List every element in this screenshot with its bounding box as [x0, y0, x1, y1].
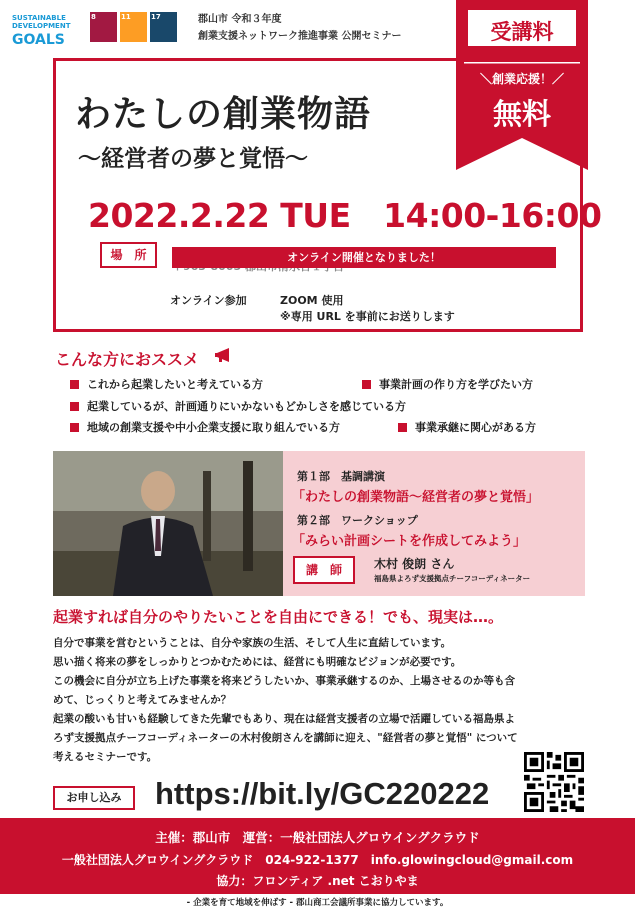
- body-line: ろず支援拠点チーフコーディネーターの木村俊朗さんを講師に迎え、"経営者の夢と覚悟" について: [53, 732, 518, 744]
- online-label: オンライン参加: [170, 294, 247, 307]
- fee-sub: ＼創業応援！／: [479, 72, 564, 86]
- bullet-icon: [362, 380, 371, 389]
- catch-copy: 起業すれば自分のやりたいことを自由にできる！でも、現実は…。: [53, 608, 504, 626]
- sdg-goals: GOALS: [12, 32, 65, 48]
- online-note: ※専用 URL を事前にお送りします: [280, 310, 455, 323]
- bullet-icon: [70, 380, 79, 389]
- recommend-item: 起業しているが、計画通りにいかないもどかしさを感じている方: [70, 398, 406, 414]
- recommend-item: 事業計画の作り方を学びたい方: [362, 376, 533, 392]
- recommend-title: こんな方におススメ: [55, 350, 200, 369]
- recommend-item: 事業承継に関心がある方: [398, 419, 536, 435]
- page-title: わたしの創業物語: [75, 94, 372, 135]
- body-line: この機会に自分が立ち上げた事業を将来どうしたいか、事業承継するのか、上場させるのか等も含: [53, 675, 515, 687]
- body-line: 起業の酸いも甘いも経験してきた先輩でもあり、現在は経営支援者の立場で活躍している福島県よ: [53, 713, 515, 725]
- header-organizer: 郡山市 令和３年度: [198, 14, 282, 25]
- part2-title: 「みらい計画シートを作成してみよう」: [292, 534, 527, 549]
- footer-cooperation: 協力：フロンティア .net こおりやま: [216, 874, 419, 888]
- venue-label: 場 所: [100, 242, 157, 268]
- fee-label: 受講料: [490, 20, 554, 44]
- footer-contact: 一般社団法人グロウイングクラウド 024-922-1377 info.glowingcloud@gmail.com: [61, 853, 574, 867]
- footer: [0, 818, 635, 894]
- sdg-label: SUSTAINABLE DEVELOPMENT: [12, 14, 71, 30]
- page-subtitle: ～経営者の夢と覚悟～: [78, 146, 308, 172]
- recommend-item: これから起業したいと考えている方: [70, 376, 263, 392]
- lecturer-photo: [53, 451, 283, 596]
- sdg-tile-8: 8: [90, 12, 117, 42]
- sdg-tile-17: 17: [150, 12, 177, 42]
- body-line: めて、じっくりと考えてみませんか？: [53, 694, 232, 706]
- bullet-icon: [70, 402, 79, 411]
- lecturer-name: 木村 俊朗 さん: [374, 557, 455, 571]
- bullet-icon: [70, 423, 79, 432]
- online-banner: オンライン開催となりました！: [172, 247, 556, 268]
- sdg-tile-11: 11: [120, 12, 147, 42]
- footer-organizer: 主催：郡山市 運営：一般社団法人グロウイングクラウド: [155, 830, 480, 845]
- lecturer-title: 福島県よろず支援拠点チーフコーディネーター: [374, 574, 531, 583]
- part1-label: 第１部 基調講演: [297, 470, 385, 483]
- header-program: 創業支援ネットワーク推進事業 公開セミナー: [198, 31, 402, 42]
- bullet-icon: [398, 423, 407, 432]
- body-line: 考えるセミナーです。: [53, 751, 158, 763]
- bottom-note: - 企業を育て地域を伸ばす - 郡山商工会議所事業に協力しています。: [186, 898, 449, 908]
- body-line: 思い描く将来の夢をしっかりとつかむためには、経営にも明確なビジョンが必要です。: [53, 656, 462, 668]
- body-line: 自分で事業を営むということは、自分や家族の生活、そして人生に直結しています。: [53, 637, 452, 649]
- apply-url[interactable]: https://bit.ly/GC220222: [155, 776, 490, 811]
- fee-ribbon: [456, 0, 588, 170]
- apply-label: お申し込み: [53, 786, 135, 810]
- part2-label: 第２部 ワークショップ: [297, 514, 418, 527]
- megaphone-icon: [215, 347, 235, 363]
- recommend-item: 地域の創業支援や中小企業支援に取り組んでいる方: [70, 419, 340, 435]
- online-tool: ZOOM 使用: [280, 294, 344, 307]
- lecturer-label: 講 師: [293, 556, 355, 584]
- part1-title: 「わたしの創業物語～経営者の夢と覚悟」: [292, 490, 540, 505]
- sdg-logo: [12, 10, 187, 50]
- fee-value: 無料: [492, 97, 551, 131]
- event-datetime: 2022.2.22 TUE 14:00-16:00: [88, 196, 602, 235]
- qr-code-icon[interactable]: [524, 752, 584, 812]
